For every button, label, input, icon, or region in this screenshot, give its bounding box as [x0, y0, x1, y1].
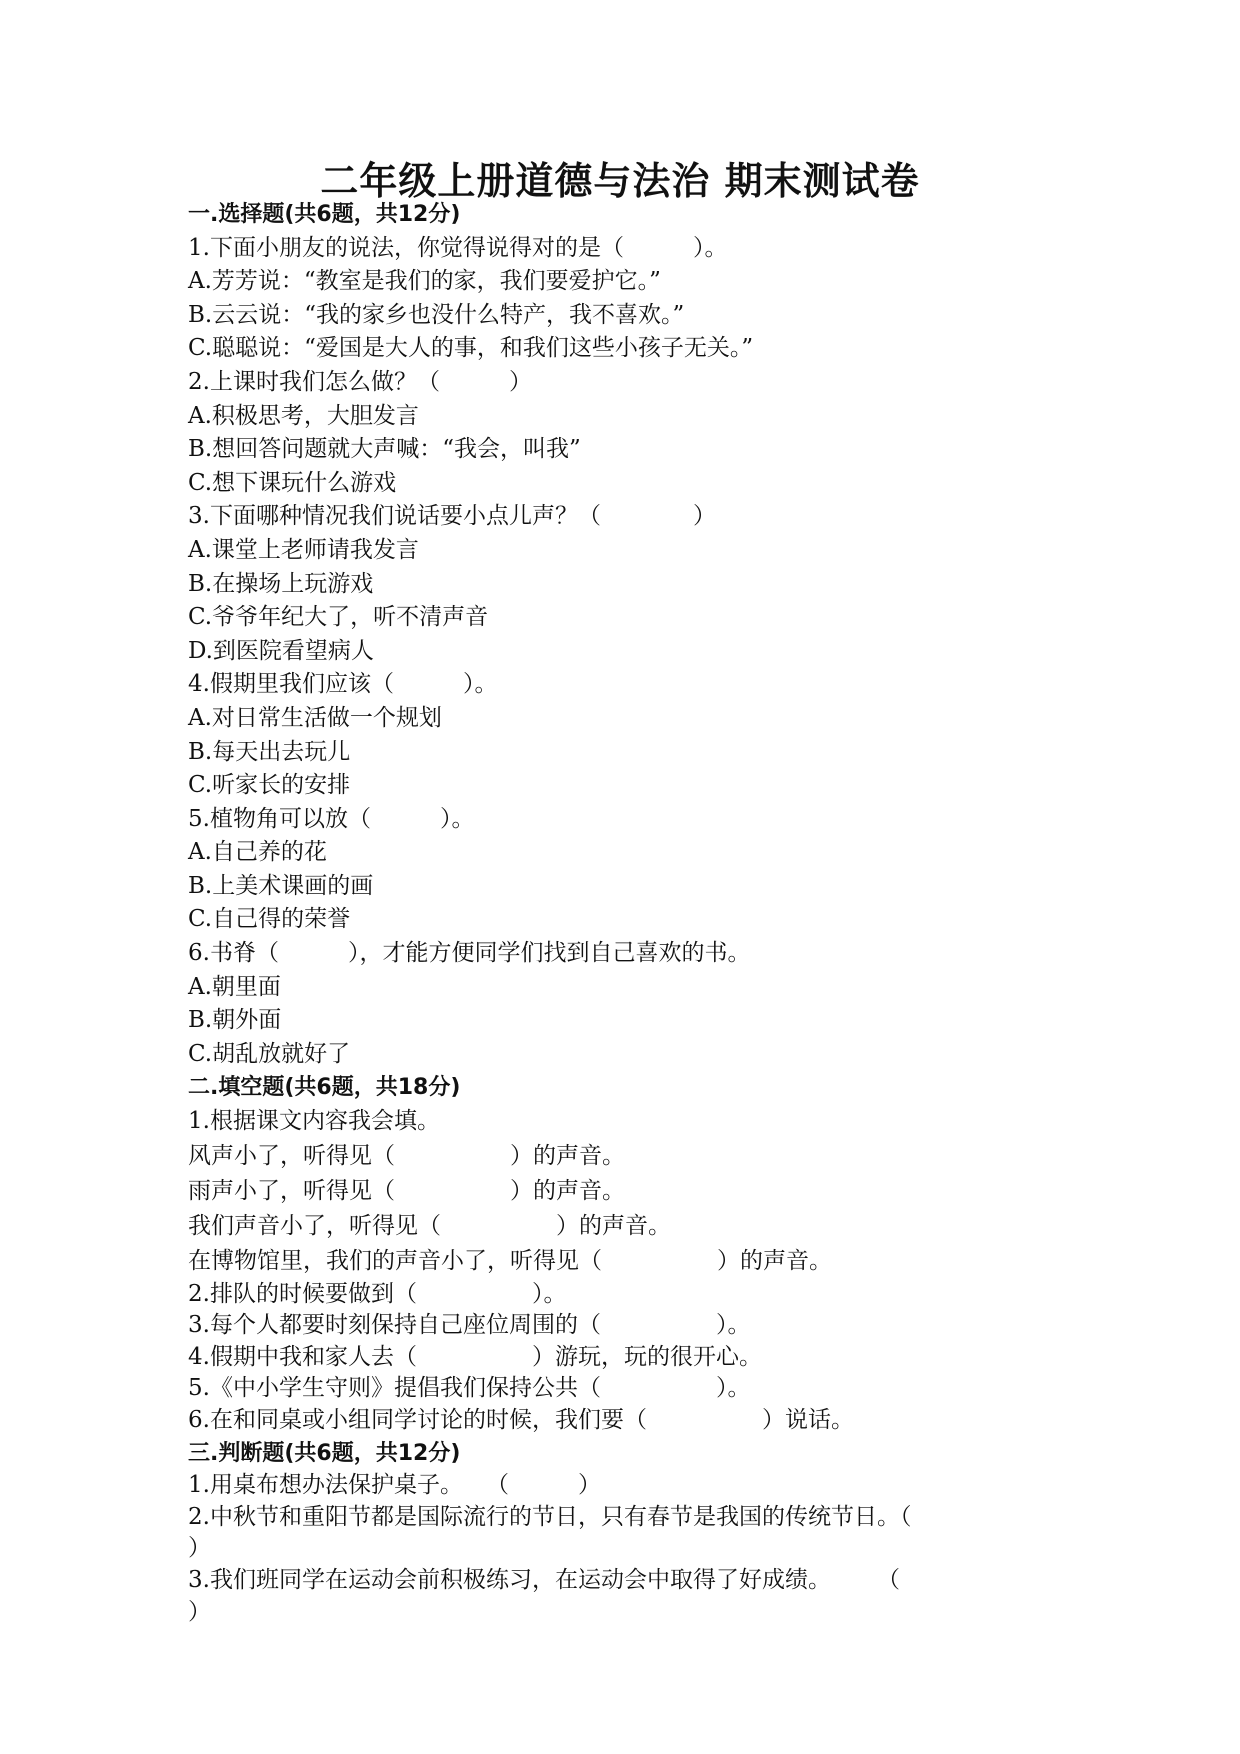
- fill-line: 风声小了，听得见（ ）的声音。: [188, 1142, 625, 1169]
- option-line: B.云云说：“我的家乡也没什么特产，我不喜欢。”: [188, 301, 685, 328]
- question-line: 4.假期中我和家人去（ ）游玩，玩的很开心。: [188, 1343, 762, 1370]
- question-line: 6.书脊（ ），才能方便同学们找到自己喜欢的书。: [188, 940, 751, 967]
- section-heading: 三.判断题(共6题，共12分): [188, 1440, 461, 1466]
- question-line: 2.上课时我们怎么做？（ ）: [188, 368, 532, 395]
- question-line: 1.用桌布想办法保护桌子。 （ ）: [188, 1472, 601, 1499]
- section-heading: 一.选择题(共6题，共12分): [188, 202, 461, 227]
- option-line: A.课堂上老师请我发言: [188, 536, 419, 563]
- fill-line: 在博物馆里，我们的声音小了，听得见（ ）的声音。: [188, 1247, 832, 1274]
- option-line: C.想下课玩什么游戏: [188, 469, 397, 496]
- option-line: A.积极思考，大胆发言: [188, 402, 419, 429]
- option-line: B.想回答问题就大声喊：“我会，叫我”: [188, 436, 581, 463]
- question-line: 5.植物角可以放（ ）。: [188, 805, 475, 832]
- question-line: 2.中秋节和重阳节都是国际流行的节日，只有春节是我国的传统节日。（: [188, 1503, 912, 1530]
- fill-line: 我们声音小了，听得见（ ）的声音。: [188, 1212, 671, 1239]
- option-line: B.朝外面: [188, 1007, 282, 1034]
- question-line: 4.假期里我们应该（ ）。: [188, 671, 498, 698]
- option-line: C.聪聪说：“爱国是大人的事，和我们这些小孩子无关。”: [188, 335, 754, 362]
- option-line: A.自己养的花: [188, 839, 327, 866]
- exam-content: [188, 198, 1188, 1628]
- option-line: A.对日常生活做一个规划: [188, 704, 442, 731]
- section-heading: 二.填空题(共6题，共18分): [188, 1075, 461, 1101]
- fill-line: 雨声小了，听得见（ ）的声音。: [188, 1177, 625, 1204]
- option-line: A.芳芳说：“教室是我们的家，我们要爱护它。”: [188, 268, 661, 295]
- question-line: 5.《中小学生守则》提倡我们保持公共（ ）。: [188, 1375, 751, 1402]
- question-line-continuation: ）: [188, 1535, 211, 1562]
- option-line: C.听家长的安排: [188, 772, 351, 799]
- question-line-continuation: ）: [188, 1598, 211, 1625]
- option-line: A.朝里面: [188, 973, 281, 1000]
- question-line: 6.在和同桌或小组同学讨论的时候，我们要（ ）说话。: [188, 1407, 854, 1433]
- question-line: 1.下面小朋友的说法，你觉得说得对的是（ ）。: [188, 234, 728, 261]
- option-line: B.每天出去玩儿: [188, 738, 351, 765]
- option-line: B.上美术课画的画: [188, 872, 374, 899]
- option-line: D.到医院看望病人: [188, 637, 374, 664]
- question-line: 1.根据课文内容我会填。: [188, 1108, 440, 1135]
- page-title: 二年级上册道德与法治 期末测试卷: [320, 158, 920, 203]
- option-line: C.胡乱放就好了: [188, 1040, 351, 1067]
- question-line: 3.下面哪种情况我们说话要小点儿声？（ ）: [188, 503, 716, 530]
- question-line: 3.每个人都要时刻保持自己座位周围的（ ）。: [188, 1312, 751, 1339]
- option-line: B.在操场上玩游戏: [188, 570, 374, 597]
- question-line: 2.排队的时候要做到（ ）。: [188, 1280, 567, 1307]
- option-line: C.自己得的荣誉: [188, 906, 351, 933]
- question-line: 3.我们班同学在运动会前积极练习，在运动会中取得了好成绩。 （: [188, 1566, 900, 1593]
- option-line: C.爷爷年纪大了，听不清声音: [188, 604, 489, 631]
